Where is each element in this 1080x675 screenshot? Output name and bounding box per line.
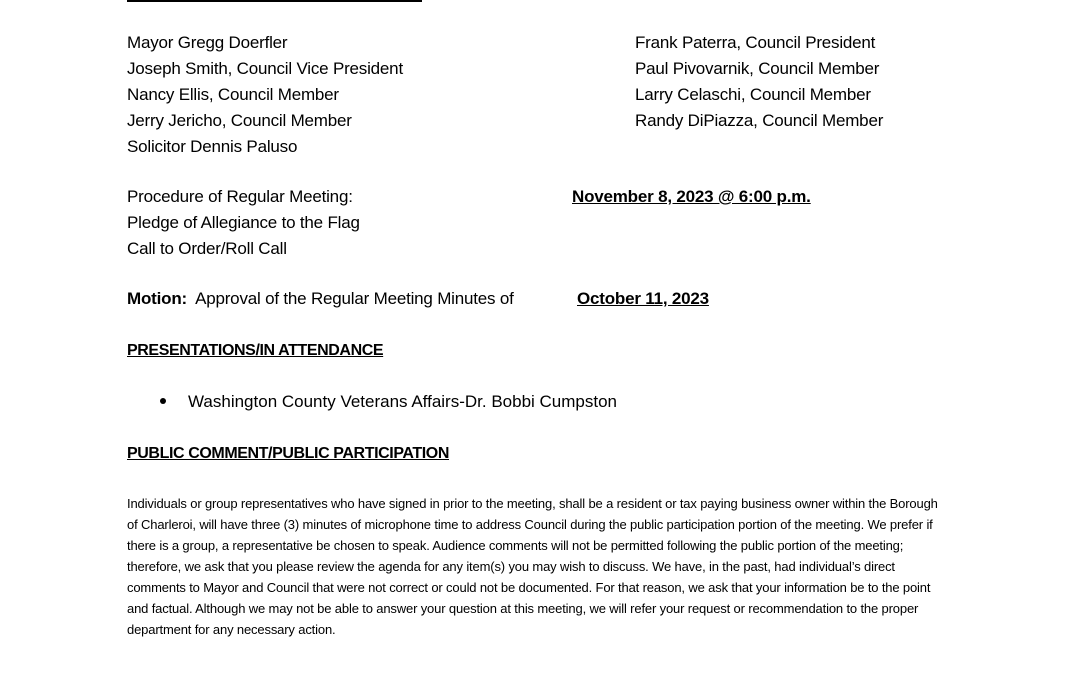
attendee-right-2: Paul Pivovarnik, Council Member: [635, 59, 880, 78]
meeting-date: November 8, 2023 @ 6:00 p.m.: [572, 187, 811, 206]
motion-text: Approval of the Regular Meeting Minutes of: [195, 289, 514, 308]
public-comment-heading: PUBLIC COMMENT/PUBLIC PARTICIPATION: [127, 445, 449, 462]
procedure-step-1: Pledge of Allegiance to the Flag: [127, 213, 360, 232]
attendee-left-3: Nancy Ellis, Council Member: [127, 85, 339, 104]
top-rule: [127, 0, 422, 2]
public-comment-body: Individuals or group representatives who have signed in prior to the meeting, shall be a resident or tax paying business owner within the Borough of Charleroi, will have three (3) minutes of microphone time to address Council during the public participation portion of the meeting. We prefer if there is a group, a representative be chosen to speak. Audience comments will not be permitted following the public portion of the meeting; therefore, we ask that you please review the agenda for any item(s) you may wish to discuss. We have, in the past, had individual’s direct comments to Mayor and Council that were not correct or could not be documented. For that reason, we ask that your information be to the point and factual. Although we may not be able to answer your question at this meeting, we will refer your request or recommendation to the proper department for any necessary action.: [127, 496, 938, 637]
bullet-icon: [160, 398, 166, 404]
presentations-heading: PRESENTATIONS/IN ATTENDANCE: [127, 342, 384, 359]
motion-line: [127, 289, 514, 309]
motion-label: Motion:: [127, 289, 187, 308]
presentation-item: [160, 392, 617, 412]
attendee-left-2: Joseph Smith, Council Vice President: [127, 59, 403, 78]
minutes-date: October 11, 2023: [577, 289, 709, 308]
attendee-right-1: Frank Paterra, Council President: [635, 33, 876, 52]
attendee-left-5: Solicitor Dennis Paluso: [127, 137, 298, 156]
procedure-label: Procedure of Regular Meeting:: [127, 187, 353, 206]
attendee-left-4: Jerry Jericho, Council Member: [127, 111, 352, 130]
attendee-right-4: Randy DiPiazza, Council Member: [635, 111, 884, 130]
procedure-step-2: Call to Order/Roll Call: [127, 239, 287, 258]
attendee-left-1: Mayor Gregg Doerfler: [127, 33, 288, 52]
presentation-item-text: Washington County Veterans Affairs-Dr. Bobbi Cumpston: [188, 392, 618, 411]
attendee-right-3: Larry Celaschi, Council Member: [635, 85, 871, 104]
